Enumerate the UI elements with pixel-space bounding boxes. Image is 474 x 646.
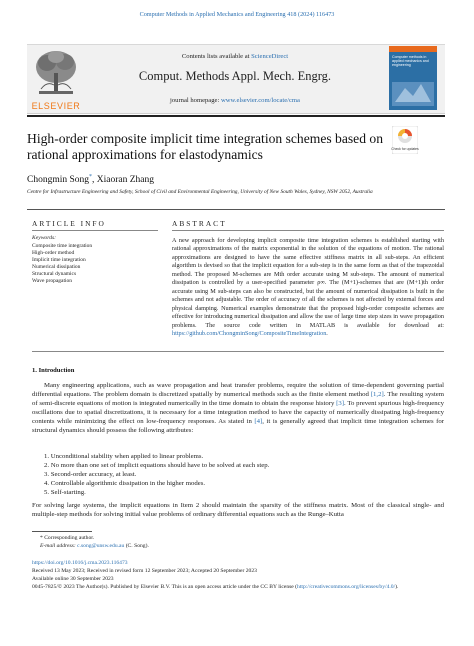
list-item: 4. Controllable algorithmic dissipation in the higher modes. (44, 480, 206, 488)
intro-paragraph-2: For solving large systems, the implicit equations in Item 2 should maintain the sparsity of the stiffness matrix. Most of the classical single- and multiple-step methods for solving initial value problems of ordinary differential equations such as the Runge–Kutta (32, 502, 444, 519)
keywords-list (32, 243, 92, 285)
citation-link[interactable]: [3] (336, 400, 345, 408)
article-info-rule (32, 230, 158, 231)
running-journal-header[interactable]: Computer Methods in Applied Mechanics and Engineering 418 (2024) 116473 (139, 11, 335, 18)
citation-link[interactable]: [1,2] (370, 391, 384, 399)
keyword: Numerical dissipation (32, 264, 81, 270)
available-online: Available online 30 September 2023 (32, 576, 114, 582)
cover-title: Computer methods in applied mechanics and engineering (392, 55, 429, 68)
intro-paragraph-1: Many engineering applications, such as wave propagation and heat transfer problems, require the solution of time-dependent governing partial differential equations. The problem domain is discretized spatially by numerical methods such as the finite element method [1,2]. The resulting system of semi-discrete equations of motion is integrated numerically in the time domain to obtain the response history [3]. To prevent spurious high-frequency oscillations due to spatial discretizations, it is necessary for a time integration method to have the capacity of numerically dissipating high-frequency contents while minimizing the effect on low-frequency responses. As stated in [4], it is generally agreed that implicit time integration schemes for structural dynamics should possess the following attributes: (32, 382, 444, 435)
list-item: 2. No more than one set of implicit equations should have to be solved at each step. (44, 462, 270, 470)
keyword: Implicit time integration (32, 257, 86, 263)
list-item: 1. Unconditional stability when applied to linear problems. (44, 453, 204, 460)
license-link[interactable]: http://creativecommons.org/licenses/by/4.0/ (297, 584, 396, 590)
header-rule (27, 115, 445, 117)
keywords-label: Keywords: (32, 235, 57, 241)
corresponding-mark[interactable]: * (89, 174, 93, 180)
list-item: 3. Second-order accuracy, at least. (44, 471, 137, 479)
abstract-rule (172, 230, 444, 231)
journal-homepage-link[interactable]: www.elsevier.com/locate/cma (220, 97, 300, 104)
email-link[interactable]: c.song@unsw.edu.au (77, 543, 125, 549)
check-for-updates-label[interactable]: Check for updates (391, 147, 419, 151)
abstract-end-rule (32, 351, 444, 352)
received-dates: Received 13 May 2023; Received in revised form 12 September 2023; Accepted 20 September 2023 (32, 568, 257, 574)
email-note: E-mail address: c.song@unsw.edu.au (C. Song). (40, 543, 149, 549)
license-statement: 0045-7825/© 2023 The Author(s). Published by Elsevier B.V. This is an open access article under the CC BY license (http://creativecommons.org/licenses/by/4.0/). (32, 584, 399, 590)
article-info-heading: ARTICLE INFO (32, 219, 106, 228)
section-rule (27, 209, 445, 210)
affiliation: Centre for Infrastructure Engineering and Safety, School of Civil and Environmental Engineering, University of New South Wales, Sydney, NSW 2052, Australia (27, 189, 373, 195)
citation-link[interactable]: [4] (254, 418, 263, 426)
article-title: High-order composite implicit time integration schemes based on rational approximations for elastodynamics (27, 131, 383, 162)
abstract-heading: ABSTRACT (172, 219, 227, 228)
keyword: High-order method (32, 250, 75, 256)
keyword: Composite time integration (32, 243, 93, 249)
sciencedirect-link[interactable]: ScienceDirect (251, 53, 289, 60)
journal-name: Comput. Methods Appl. Mech. Engrg. (138, 69, 332, 83)
doi-link[interactable]: https://doi.org/10.1016/j.cma.2023.116473 (32, 560, 128, 566)
keyword: Structural dynamics (32, 271, 77, 277)
publisher-logo-text: ELSEVIER (31, 101, 81, 111)
attribute-list (44, 452, 269, 497)
abstract-text: A new approach for developing implicit composite time integration schemes is established starting with rational approximations of the matrix exponential in the solution of the equations of motion. The rational approximations are designed to have the same effective stiffness matrix in all sub-steps. An efficient algorithm is devised so that the implicit equation for a sub-step is in the same form as that of the trapezoidal method. The proposed M-schemes are Mth order accurate using M sub-steps. The amount of numerical dissipation is controlled by a user-specified parameter ρ∞. The (M+1)-schemes that are (M+1)th order accurate using M sub-steps can also be constructed, but the amount of numerical dissipation is built in the schemes and not adjustable. The order of accuracy of all the schemes is not affected by external forces and physical damping. Numerical examples demonstrate that the proposed high-order composite schemes are effective for introducing numerical dissipation and allow the use of large time step sizes in wave propagation problems. The source code written in MATLAB is available for download at: https://github.com/ChongminSong/CompositeTimeIntegration. (172, 237, 444, 337)
section-heading-introduction: 1. Introduction (32, 367, 75, 374)
source-code-link[interactable]: https://github.com/ChongminSong/CompositeTimeIntegration (172, 329, 327, 337)
contents-line: Contents lists available at ScienceDirect (181, 53, 289, 60)
footnote-rule (32, 531, 92, 532)
journal-homepage: journal homepage: www.elsevier.com/locate/cma (170, 97, 300, 104)
keyword: Wave propagation (32, 278, 73, 284)
list-item: 5. Self-starting. (44, 489, 86, 497)
corresponding-author-note: * Corresponding author. (40, 535, 95, 541)
author-list: Chongmin Song*, Xiaoran Zhang (27, 174, 155, 186)
